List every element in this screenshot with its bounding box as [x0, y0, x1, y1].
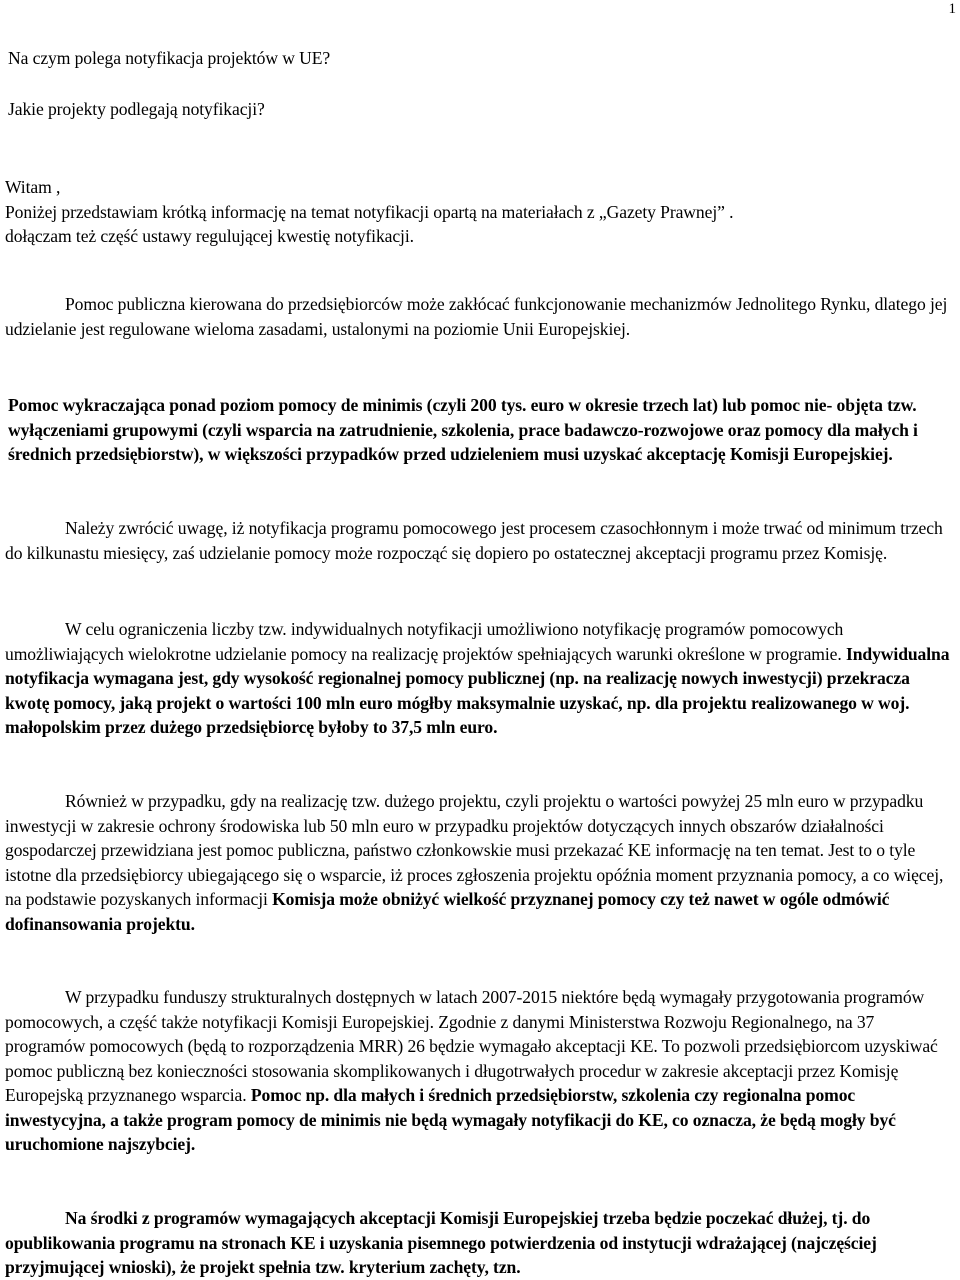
paragraph-2-text: Pomoc wykraczająca ponad poziom pomocy de minimis (czyli 200 tys. euro w okresie trzech lat) lub pomoc nie- objęta tzw. wyłączeniami grupowymi (czyli wsparcia na zatrudnienie, szkolenia, prace badawczo-rozwojowe oraz pomocy dla małych i średnich przedsiębiorstw), w większości przypadków przed udzieleniem musi uzyskać akceptację Komisji Europejskiej. [8, 395, 918, 464]
paragraph-6-text [5, 985, 957, 1157]
paragraph-1-text: Pomoc publiczna kierowana do przedsiębiorców może zakłócać funkcjonowanie mechanizmów Jednolitego Rynku, dlatego jej udzielanie jest regulowane wieloma zasadami, ustalonymi na poziomie Unii Europejskiej. [5, 294, 948, 339]
paragraph-4 [5, 617, 957, 740]
question-1-text: Na czym polega notyfikacja projektów w UE? [8, 48, 331, 68]
paragraph-5-text [5, 789, 957, 936]
paragraph-7 [5, 1206, 957, 1280]
greeting-line-2: Poniżej przedstawiam krótką informację na temat notyfikacji opartą na materiałach z „Gazety Prawnej” . [5, 201, 734, 222]
greeting-line-3: dołączam też część ustawy regulującej kwestię notyfikacji. [5, 226, 414, 246]
question-2 [8, 97, 960, 122]
paragraph-2 [8, 393, 956, 467]
paragraph-5 [5, 789, 957, 936]
question-2-text: Jakie projekty podlegają notyfikacji? [8, 99, 265, 119]
paragraph-3 [5, 516, 957, 565]
paragraph-6-normal: W przypadku funduszy strukturalnych dostępnych w latach 2007-2015 niektóre będą wymagały przygotowania programów pomocowych, a część także notyfikacji Komisji Europejskiej. Zgodnie z danymi Ministerstwa Rozwoju Regionalnego, na 37 programów pomocowych (będą to rozporządzenia MRR) 26 będzie wymagało akceptacji KE. To pozwoli przedsiębiorcom uzyskiwać pomoc publiczną bez konieczności stosowania skomplikowanych i długotrwałych procedur w zakresie akceptacji przez Komisję Europejską przyznanego wsparcia. [5, 987, 938, 1105]
question-1 [8, 46, 960, 71]
paragraph-3-text: Należy zwrócić uwagę, iż notyfikacja programu pomocowego jest procesem czasochłonnym i może trwać od minimum trzech do kilkunastu miesięcy, zaś udzielanie pomocy może rozpocząć się dopiero po ostatecznej akceptacji programu przez Komisję. [5, 518, 943, 563]
page-number: 1 [948, 1, 956, 17]
greeting [5, 175, 957, 249]
paragraph-5-normal: Również w przypadku, gdy na realizację tzw. dużego projektu, czyli projektu o wartości powyżej 25 mln euro w przypadku inwestycji w zakresie ochrony środowiska lub 50 mln euro w przypadku projektów dotyczących innych obszarów działalności gospodarczej przewidziana jest pomoc publiczna, państwo członkowskie musi przekazać KE informację na ten temat. Jest to o tyle istotne dla przedsiębiorcy ubiegającego się o wsparcie, iż proces zgłoszenia projektu opóźnia moment przyznania pomocy, a co więcej, na podstawie pozyskanych informacji [5, 791, 944, 909]
paragraph-4-bold: Indywidualna notyfikacja wymagana jest, gdy wysokość regionalnej pomocy publicznej (np. na realizację nowych inwestycji) przekracza kwotę pomocy, jaką projekt o wartości 100 mln euro mógłby maksymalnie uzyskać, np. dla projektu realizowanego w woj. małopolskim przez dużego przedsiębiorcę byłoby to 37,5 mln euro. [5, 643, 950, 737]
greeting-line-1: Witam , [5, 177, 61, 197]
paragraph-6 [5, 985, 957, 1157]
paragraph-5-bold: Komisja może obniżyć wielkość przyznanej pomocy czy też nawet w ogóle odmówić dofinansowania projektu. [5, 889, 890, 934]
paragraph-6-bold: Pomoc np. dla małych i średnich przedsiębiorstw, szkolenia czy regionalna pomoc inwestycyjna, a także program pomocy de minimis nie będą wymagały notyfikacji do KE, co oznacza, że będą mogły być uruchomione najszybciej. [5, 1085, 896, 1154]
paragraph-7-text: Na środki z programów wymagających akceptacji Komisji Europejskiej trzeba będzie poczekać dłużej, tj. do opublikowania programu na stronach KE i uzyskania pisemnego potwierdzenia od instytucji wdrażającej (najczęściej przyjmującej wnioski), że projekt spełnia tzw. kryterium zachęty, tzn. [5, 1208, 877, 1277]
paragraph-1 [5, 292, 957, 341]
paragraph-4-text [5, 617, 957, 740]
paragraph-4-normal: W celu ograniczenia liczby tzw. indywidualnych notyfikacji umożliwiono notyfikację programów pomocowych umożliwiających wielokrotne udzielanie pomocy na realizację projektów spełniających warunki określone w programie. [5, 619, 846, 664]
